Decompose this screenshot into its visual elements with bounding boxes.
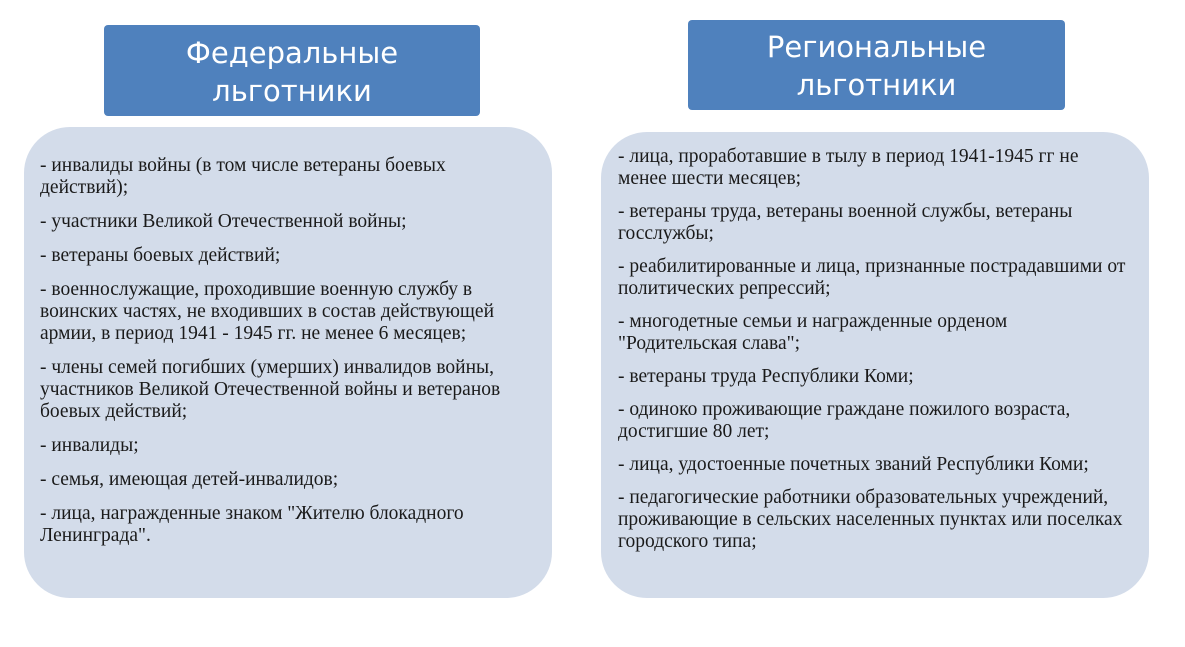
regional-panel	[601, 132, 1149, 598]
federal-title-line2: льготники	[212, 73, 372, 108]
list-item: - лица, проработавшие в тылу в период 1941-1945 гг не менее шести месяцев;	[618, 146, 1079, 189]
regional-title-line1: Региональные	[766, 30, 987, 64]
regional-title	[767, 28, 986, 104]
list-item: - инвалиды войны (в том числе ветераны боевых действий);	[40, 155, 446, 198]
federal-header	[104, 25, 480, 116]
list-item: - члены семей погибших (умерших) инвалидов войны, участников Великой Отечественной войны и ветеранов боевых действий;	[40, 357, 501, 422]
list-item: - ветераны боевых действий;	[40, 245, 281, 266]
list-item: - реабилитированные и лица, признанные пострадавшими от политических репрессий;	[618, 256, 1126, 299]
regional-title-line2: льготники	[796, 68, 957, 102]
list-item: - лица, удостоенные почетных званий Республики Коми;	[618, 454, 1089, 475]
regional-header	[688, 20, 1065, 110]
list-item: - ветераны труда, ветераны военной службы, ветераны госслужбы;	[618, 201, 1073, 244]
federal-panel	[24, 127, 552, 598]
list-item: - одиноко проживающие граждане пожилого возраста, достигшие 80 лет;	[618, 399, 1071, 442]
federal-title	[186, 34, 398, 110]
list-item: - семья, имеющая детей-инвалидов;	[40, 469, 339, 490]
list-item: - военнослужащие, проходившие военную службу в воинских частях, не входивших в состав действующей армии, в период 1941 - 1945 гг. не менее 6 месяцев;	[40, 279, 495, 344]
regional-list	[618, 146, 1131, 553]
list-item: - лица, награжденные знаком "Жителю блокадного Ленинграда".	[40, 503, 464, 546]
list-item: - педагогические работники образовательных учреждений, проживающие в сельских населенных пунктах или поселках городского типа;	[618, 487, 1123, 552]
federal-title-line1: Федеральные	[185, 35, 399, 70]
federal-list	[40, 155, 538, 547]
list-item: - многодетные семьи и награжденные орденом "Родительская слава";	[618, 311, 1008, 354]
list-item: - инвалиды;	[40, 435, 139, 456]
list-item: - участники Великой Отечественной войны;	[40, 211, 407, 232]
list-item: - ветераны труда Республики Коми;	[618, 366, 914, 387]
